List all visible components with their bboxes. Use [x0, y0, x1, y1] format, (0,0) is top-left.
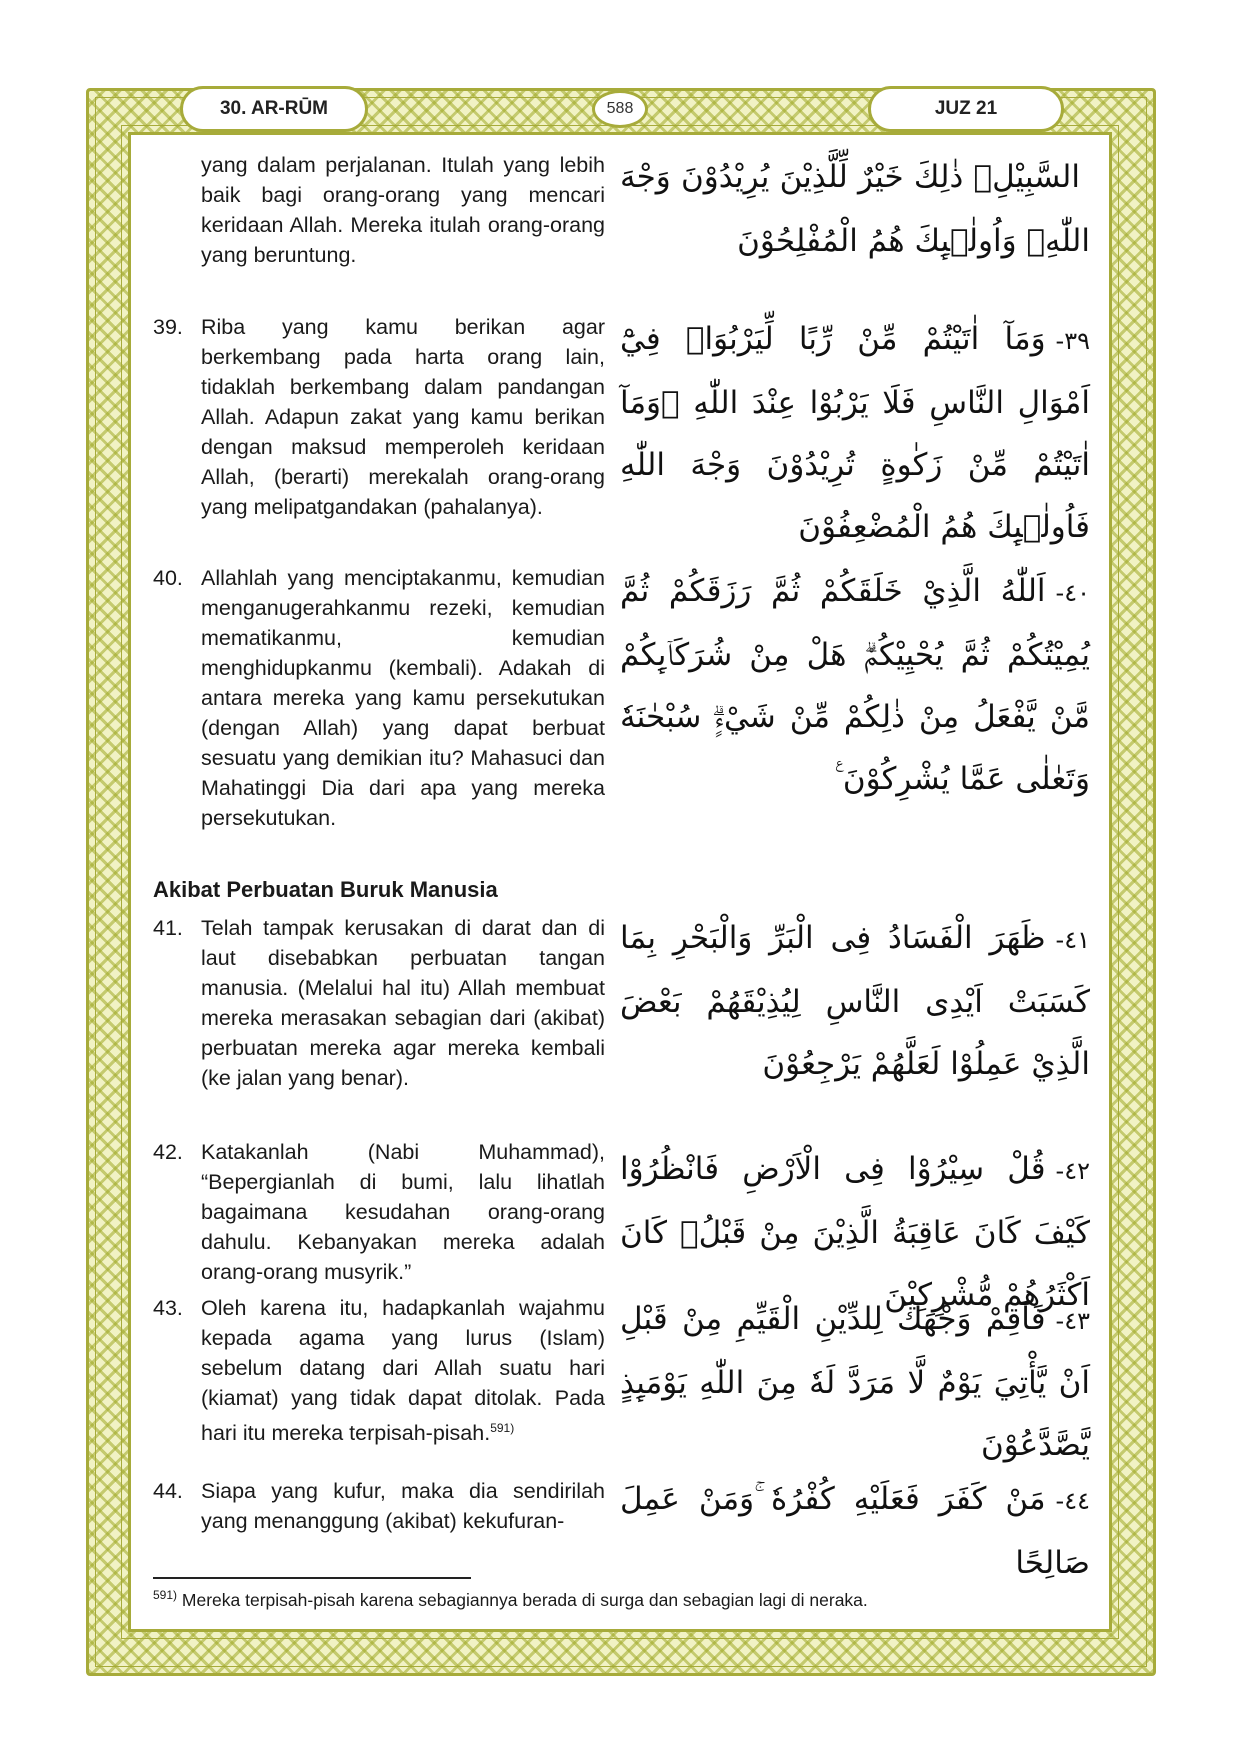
verse-43-translation: 43. Oleh karena itu, hadapkanlah wajahmu kepada agama yang lurus (Islam) sebelum datang dari Allah suatu hari (kiamat) yang tidak dapat ditolak. Pada hari itu mereka terpisah-pisah.$^{591)}$	[153, 1296, 605, 1446]
verse-43-arabic: ٤٣-فَاَقِمْ وَجْهَكَ لِلدِّيْنِ الْقَيِّمِ مِنْ قَبْلِ اَنْ يَّأْتِيَ يَوْمٌ لَّا مَرَدَّ لَهٗ مِنَ اللّٰهِ يَوْمَىِٕذٍ يَّصَّدَّعُوْنَ	[620, 1301, 1090, 1463]
page-number: 588	[592, 90, 648, 128]
translation-continuation: yang dalam perjalanan. Itulah yang lebih baik bagi orang-orang yang mencari keridaan Allah. Mereka itulah orang-orang yang beruntung.	[201, 153, 605, 267]
footnote-divider	[153, 1577, 471, 1579]
verse-42-arabic: ٤٢-قُلْ سِيْرُوْا فِى الْاَرْضِ فَانْظُرُوْا كَيْفَ كَانَ عَاقِبَةُ الَّذِيْنَ مِنْ قَبْلُۗ كَانَ اَكْثَرُهُمْ مُّشْرِكِيْنَ	[620, 1151, 1090, 1313]
verse-41-translation: 41. Telah tampak kerusakan di darat dan di laut disebabkan perbuatan tangan manusia. (Melalui hal itu) Allah membuat mereka merasakan sebagian dari (akibat) perbuatan mereka agar mereka kembali (ke jalan yang benar).	[153, 916, 605, 1090]
arabic-continuation: السَّبِيْلِۗ ذٰلِكَ خَيْرٌ لِّلَّذِيْنَ يُرِيْدُوْنَ وَجْهَ اللّٰهِۖ وَاُولٰۤىِٕكَ هُمُ الْمُفْلِحُوْنَ	[620, 159, 1090, 259]
verse-39-translation: 39. Riba yang kamu berikan agar berkembang pada harta orang lain, tidaklah berkembang dalam pandangan Allah. Adapun zakat yang kamu berikan dengan maksud memperoleh keridaan Allah, (berarti) merekalah orang-orang yang melipatgandakan (pahalanya).	[153, 315, 605, 519]
footnote-reference: 591)	[490, 1421, 515, 1435]
footnote: $^{591)}$ Mereka terpisah-pisah karena sebagiannya berada di surga dan sebagian lagi di neraka.	[153, 1588, 868, 1610]
section-title: Akibat Perbuatan Buruk Manusia	[153, 877, 498, 902]
verse-40-translation: 40. Allahlah yang menciptakanmu, kemudian menganugerahkanmu rezeki, kemudian mematikanmu, kemudian menghidupkanmu (kembali). Adakah di antara mereka yang kamu persekutukan (dengan Allah) yang dapat berbuat sesuatu yang demikian itu? Mahasuci dan Mahatinggi Dia dari apa yang mereka persekutukan.	[153, 566, 605, 830]
surah-title: 30. AR-RŪM	[180, 86, 368, 132]
verse-41-arabic: ٤١-ظَهَرَ الْفَسَادُ فِى الْبَرِّ وَالْبَحْرِ بِمَا كَسَبَتْ اَيْدِى النَّاسِ لِيُذِيْقَهُمْ بَعْضَ الَّذِيْ عَمِلُوْا لَعَلَّهُمْ يَرْجِعُوْنَ	[620, 920, 1090, 1082]
juz-label: JUZ 21	[868, 86, 1064, 132]
verse-44-translation: 44. Siapa yang kufur, maka dia sendirilah yang menanggung (akibat) kekufuran-	[153, 1479, 605, 1533]
verse-42-translation: 42. Katakanlah (Nabi Muhammad), “Bepergianlah di bumi, lalu lihatlah bagaimana kesudahan orang-orang dahulu. Kebanyakan mereka adalah orang-orang musyrik.”	[153, 1140, 605, 1284]
verse-39-arabic: ٣٩-وَمَآ اٰتَيْتُمْ مِّنْ رِّبًا لِّيَرْبُوَا۟ فِيْٓ اَمْوَالِ النَّاسِ فَلَا يَرْبُوْا عِنْدَ اللّٰهِ ۚوَمَآ اٰتَيْتُمْ مِّنْ زَكٰوةٍ تُرِيْدُوْنَ وَجْهَ اللّٰهِ فَاُولٰۤىِٕكَ هُمُ الْمُضْعِفُوْنَ	[620, 321, 1090, 545]
verse-40-arabic: ٤٠-اَللّٰهُ الَّذِيْ خَلَقَكُمْ ثُمَّ رَزَقَكُمْ ثُمَّ يُمِيْتُكُمْ ثُمَّ يُحْيِيْكُمْۗ هَلْ مِنْ شُرَكَاۤىِٕكُمْ مَّنْ يَّفْعَلُ مِنْ ذٰلِكُمْ مِّنْ شَيْءٍۗ سُبْحٰنَهٗ وَتَعٰلٰى عَمَّا يُشْرِكُوْنَ ࣖ	[620, 573, 1090, 797]
verse-44-arabic: ٤٤-مَنْ كَفَرَ فَعَلَيْهِ كُفْرُهٗ ۚوَمَنْ عَمِلَ صَالِحًا	[620, 1481, 1090, 1581]
